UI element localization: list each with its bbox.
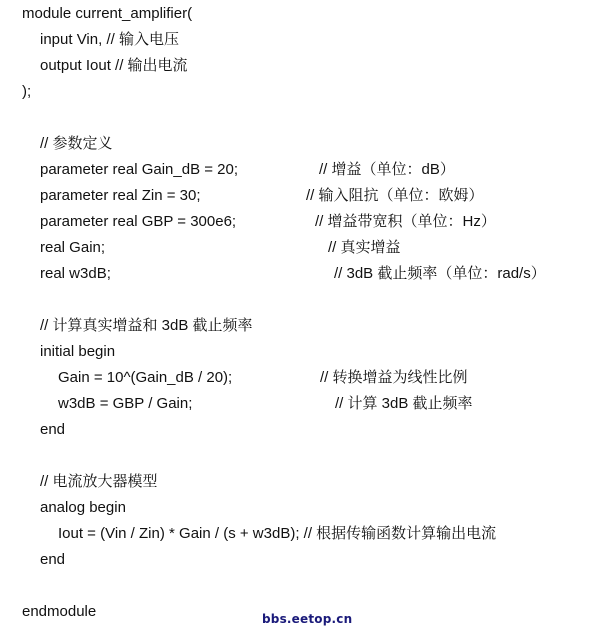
output-port-line: output Iout // 输出电流 <box>40 57 188 74</box>
param-gbp-code: parameter real GBP = 300e6; <box>40 213 237 230</box>
input-port-line: input Vin, // 输入电压 <box>40 31 179 48</box>
real-gain-comment: // 真实增益 <box>328 239 401 256</box>
w3db-assign-comment: // 计算 3dB 截止频率 <box>335 395 473 412</box>
model-comment-line: // 电流放大器模型 <box>40 473 158 490</box>
param-gbp-comment: // 增益带宽积（单位：Hz） <box>315 213 496 230</box>
calc-comment-line: // 计算真实增益和 3dB 截止频率 <box>40 317 253 334</box>
param-gain-db-code: parameter real Gain_dB = 20; <box>40 161 239 178</box>
initial-end-line: end <box>40 421 66 438</box>
w3db-assign-code: w3dB = GBP / Gain; <box>58 395 193 412</box>
real-w3db-code: real w3dB; <box>40 265 111 282</box>
module-declaration-line: module current_amplifier( <box>22 5 193 22</box>
param-zin-comment: // 输入阻抗（单位：欧姆） <box>306 187 484 204</box>
gain-assign-code: Gain = 10^(Gain_dB / 20); <box>58 369 233 386</box>
params-comment-line: // 参数定义 <box>40 135 113 152</box>
gain-assign-comment: // 转换增益为线性比例 <box>320 369 468 386</box>
site-watermark: bbs.eetop.cn <box>262 612 353 626</box>
initial-begin-line: initial begin <box>40 343 116 360</box>
real-w3db-comment: // 3dB 截止频率（单位：rad/s） <box>334 265 546 282</box>
iout-equation-line: Iout = (Vin / Zin) * Gain / (s + w3dB); // 根据传输函数计算输出电流 <box>58 525 497 542</box>
port-list-close-line: ); <box>22 83 32 100</box>
analog-end-line: end <box>40 551 66 568</box>
param-gain-db-comment: // 增益（单位：dB） <box>319 161 455 178</box>
param-zin-code: parameter real Zin = 30; <box>40 187 201 204</box>
real-gain-code: real Gain; <box>40 239 106 256</box>
analog-begin-line: analog begin <box>40 499 126 516</box>
endmodule-line: endmodule <box>22 603 97 620</box>
